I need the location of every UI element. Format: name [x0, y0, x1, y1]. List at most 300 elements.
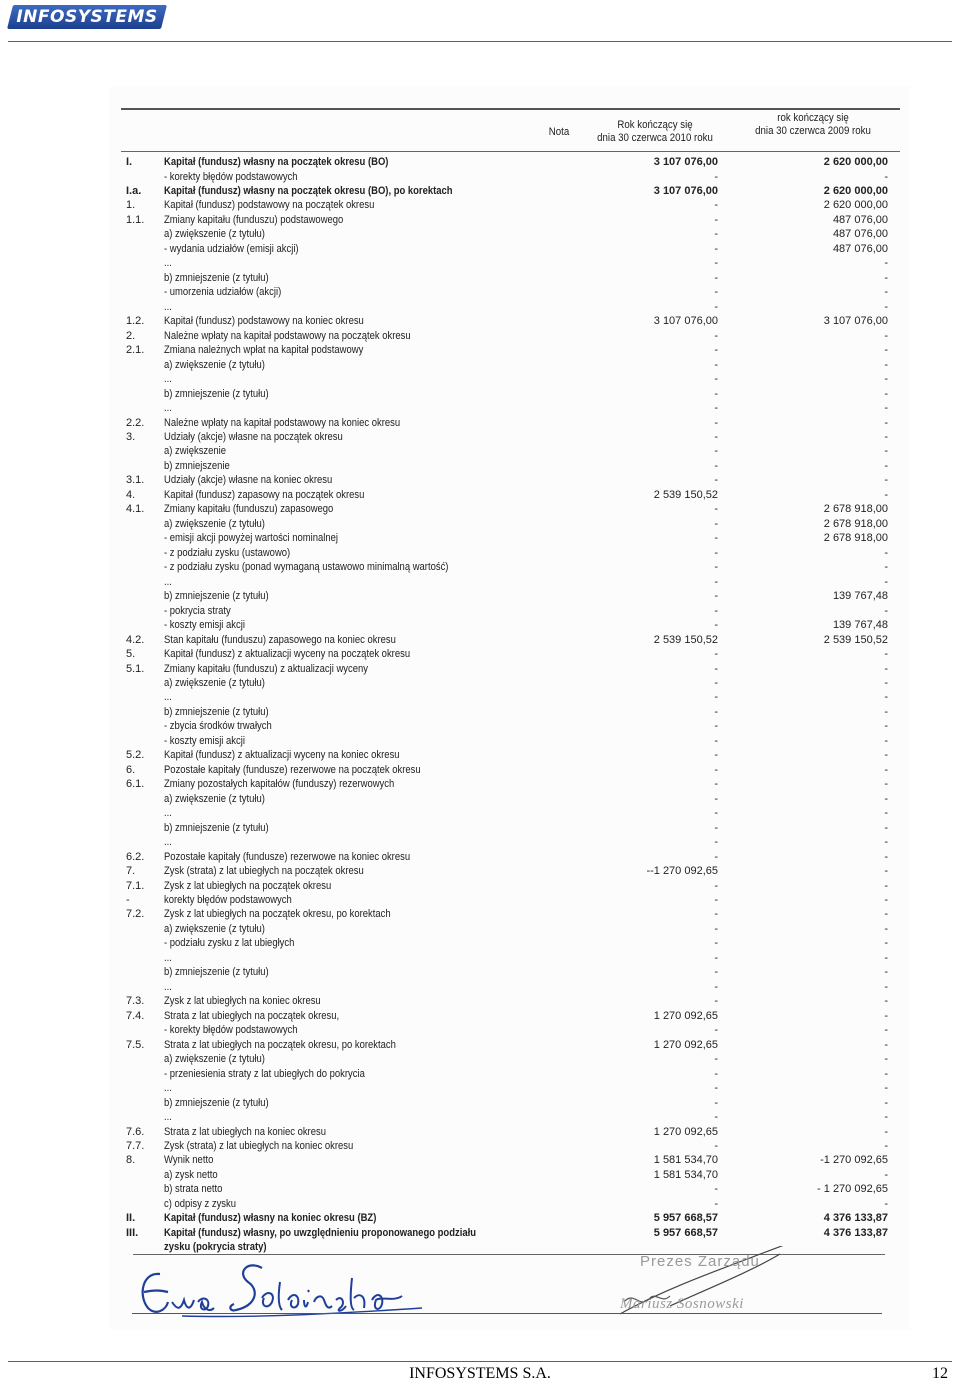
- row-label: b) zmniejszenie (z tytułu): [164, 821, 269, 834]
- row-label: Należne wpłaty na kapitał podstawowy na początek okresu: [164, 329, 411, 342]
- value-2010: -: [714, 402, 718, 414]
- row-label: ...: [164, 951, 172, 964]
- value-2009: -: [884, 1125, 888, 1138]
- value-2009: -: [884, 720, 888, 733]
- row-label: Pozostałe kapitały (fundusze) rezerwowe na koniec okresu: [164, 850, 411, 863]
- table-row: [0, 618, 960, 632]
- row-label: Udziały (akcje) własne na koniec okresu: [164, 474, 333, 487]
- value-2010: -: [714, 879, 718, 892]
- value-2009: -: [884, 170, 888, 183]
- row-label: Kapitał (fundusz) własny na koniec okresu (BZ): [164, 1212, 377, 1225]
- table-row: [0, 401, 960, 415]
- column-header-nota: Nota: [548, 126, 570, 138]
- row-label: ...: [164, 1082, 172, 1095]
- value-2009: -: [884, 257, 888, 270]
- value-2009: 2 620 000,00: [823, 199, 888, 212]
- value-2010: -: [714, 1096, 718, 1109]
- value-2010: -: [714, 734, 718, 747]
- row-label: - koszty emisji akcji: [164, 734, 245, 747]
- row-label: ...: [164, 575, 172, 588]
- table-row: [0, 1125, 960, 1139]
- row-label: ...: [164, 836, 172, 849]
- table-row: [0, 748, 960, 762]
- value-2009: -: [884, 488, 888, 501]
- value-2010: -: [714, 199, 718, 212]
- value-2010: -: [714, 329, 718, 342]
- table-row: [0, 459, 960, 473]
- table-row: [0, 705, 960, 719]
- table-row: [0, 502, 960, 516]
- value-2009: -: [884, 937, 888, 950]
- value-2010: -: [714, 445, 718, 458]
- table-row: [0, 1009, 960, 1023]
- value-2009: 2 678 918,00: [823, 503, 888, 516]
- value-2009: 487 076,00: [832, 242, 888, 255]
- value-2010: --1 270 092,65: [646, 865, 718, 877]
- value-2010: -: [714, 344, 718, 357]
- table-row: [0, 1168, 960, 1182]
- value-2010: -: [714, 951, 718, 964]
- column-header-2009-line1: rok kończący się: [777, 112, 849, 124]
- logo-text: INFOSYSTEMS: [16, 7, 158, 27]
- row-label: Kapitał (fundusz) własny, po uwzględnieniu proponowanego podziału: [164, 1226, 477, 1239]
- signature-rule: [132, 1313, 882, 1314]
- table-row: [0, 994, 960, 1008]
- value-2009: -: [884, 850, 888, 863]
- table-row: [0, 951, 960, 965]
- value-2010: -: [714, 604, 718, 617]
- row-label: - zbycia środków trwałych: [164, 720, 272, 733]
- value-2009: -: [884, 300, 888, 313]
- row-number: 5.1.: [126, 662, 145, 675]
- row-label: b) zmniejszenie (z tytułu): [164, 387, 269, 400]
- table-row: [0, 647, 960, 661]
- value-2009: 2 620 000,00: [823, 156, 888, 168]
- value-2010: 1 581 534,70: [653, 1168, 718, 1181]
- table-row: [0, 1197, 960, 1211]
- column-header-2009-line2: dnia 30 czerwca 2009 roku: [755, 125, 871, 137]
- value-2010: -: [714, 763, 718, 776]
- row-label: ...: [164, 402, 172, 414]
- table-row: [0, 763, 960, 777]
- table-row: [0, 604, 960, 618]
- row-number: 3.: [126, 430, 136, 443]
- value-2010: -: [714, 1140, 718, 1152]
- value-2010: 3 107 076,00: [653, 184, 718, 197]
- table-row: [0, 850, 960, 864]
- table-row: [0, 1182, 960, 1196]
- value-2010: -: [714, 966, 718, 979]
- value-2009: 4 376 133,87: [823, 1226, 888, 1239]
- value-2009: -: [884, 951, 888, 964]
- row-label: Kapitał (fundusz) własny na początek okresu (BO), po korektach: [164, 184, 453, 197]
- value-2009: 2 620 000,00: [823, 184, 888, 197]
- table-row: [0, 343, 960, 357]
- value-2009: -: [884, 402, 888, 414]
- row-label: a) zwiększenie (z tytułu): [164, 1053, 265, 1066]
- value-2009: -: [884, 474, 888, 487]
- row-label: ...: [164, 691, 172, 704]
- value-2010: -: [714, 561, 718, 574]
- row-label: Zysk z lat ubiegłych na koniec okresu: [164, 995, 321, 1008]
- row-label: b) zmniejszenie: [164, 459, 230, 472]
- value-2010: -: [714, 430, 718, 443]
- table-row: [0, 1110, 960, 1124]
- row-number: 8.: [126, 1154, 136, 1167]
- value-2010: -: [714, 922, 718, 935]
- value-2009: -: [884, 373, 888, 386]
- table-row: [0, 198, 960, 212]
- value-2009: -: [884, 879, 888, 892]
- value-2010: -: [714, 170, 718, 183]
- row-label: Kapitał (fundusz) z aktualizacji wyceny na początek okresu: [164, 648, 411, 660]
- value-2010: -: [714, 257, 718, 270]
- value-2010: -: [714, 373, 718, 386]
- row-label: - z podziału zysku (ustawowo): [164, 546, 291, 559]
- row-number: 3.1.: [126, 474, 145, 487]
- value-2009: 4 376 133,87: [823, 1212, 888, 1225]
- row-number: 6.: [126, 763, 136, 776]
- row-number: 2.1.: [126, 344, 145, 357]
- table-row: [0, 184, 960, 198]
- value-2010: -: [714, 532, 718, 545]
- table-row: [0, 256, 960, 270]
- value-2010: -: [714, 980, 718, 993]
- row-number: III.: [126, 1226, 139, 1239]
- row-number: II.: [126, 1212, 136, 1225]
- table-row: [0, 719, 960, 733]
- value-2010: -: [714, 575, 718, 588]
- row-label: Strata z lat ubiegłych na początek okresu, po korektach: [164, 1038, 396, 1051]
- value-2009: -: [884, 604, 888, 617]
- value-2009: -: [884, 1009, 888, 1022]
- row-number: 1.1.: [126, 213, 145, 226]
- value-2009: -: [884, 648, 888, 660]
- table-row: [0, 1096, 960, 1110]
- value-2010: -: [714, 387, 718, 400]
- row-label: - pokrycia straty: [164, 604, 231, 617]
- value-2010: -: [714, 546, 718, 559]
- row-number: I.a.: [126, 184, 142, 197]
- value-2009: -: [884, 836, 888, 849]
- value-2010: -: [714, 286, 718, 299]
- value-2009: -: [884, 416, 888, 429]
- table-row: [0, 734, 960, 748]
- table-row: [0, 1226, 960, 1240]
- table-row: [0, 372, 960, 386]
- table-row: [0, 170, 960, 184]
- row-label: c) odpisy z zysku: [164, 1197, 237, 1210]
- table-row: [0, 430, 960, 444]
- table-row: [0, 1153, 960, 1167]
- value-2009: -: [884, 1082, 888, 1095]
- value-2009: -: [884, 1067, 888, 1080]
- row-label: - umorzenia udziałów (akcji): [164, 286, 282, 299]
- value-2009: -: [884, 966, 888, 979]
- value-2009: 487 076,00: [832, 228, 888, 241]
- value-2009: -: [884, 749, 888, 762]
- page-number: 12: [932, 1365, 948, 1382]
- row-label: b) zmniejszenie (z tytułu): [164, 705, 269, 718]
- table-row: [0, 1038, 960, 1052]
- row-number: 7.3.: [126, 995, 145, 1008]
- row-number: 7.7.: [126, 1140, 145, 1152]
- table-row: [0, 387, 960, 401]
- row-label: Strata z lat ubiegłych na koniec okresu: [164, 1125, 326, 1138]
- row-label: Strata z lat ubiegłych na początek okresu,: [164, 1009, 340, 1022]
- value-2009: -: [884, 922, 888, 935]
- value-2010: -: [714, 1111, 718, 1123]
- table-row: [0, 531, 960, 545]
- row-label: zysku (pokrycia straty): [164, 1241, 267, 1254]
- row-label: b) strata netto: [164, 1183, 223, 1196]
- row-label: Pozostałe kapitały (fundusze) rezerwowe na początek okresu: [164, 763, 421, 776]
- row-label: - podziału zysku z lat ubiegłych: [164, 937, 295, 950]
- table-row: [0, 473, 960, 487]
- value-2010: -: [714, 821, 718, 834]
- value-2009: -: [884, 1168, 888, 1181]
- value-2009: -: [884, 445, 888, 458]
- row-number: 7.2.: [126, 908, 145, 921]
- stamp-title: Prezes Zarządu: [640, 1253, 760, 1270]
- row-label: - koszty emisji akcji: [164, 619, 245, 631]
- value-2010: 5 957 668,57: [653, 1212, 718, 1225]
- value-2010: 5 957 668,57: [653, 1226, 718, 1239]
- table-row: [0, 1139, 960, 1153]
- table-row: [0, 329, 960, 343]
- value-2010: -: [714, 358, 718, 371]
- value-2009: -: [884, 676, 888, 689]
- row-label: Zmiana należnych wpłat na kapitał podstawowy: [164, 344, 364, 357]
- footer-rule: [8, 1361, 952, 1362]
- table-row: [0, 936, 960, 950]
- value-2009: -: [884, 1038, 888, 1051]
- table-row: [0, 662, 960, 676]
- row-number: 2.2.: [126, 416, 145, 429]
- value-2009: -: [884, 358, 888, 371]
- row-number: 1.2.: [126, 315, 145, 328]
- row-number: 7.4.: [126, 1009, 145, 1022]
- row-label: Należne wpłaty na kapitał podstawowy na koniec okresu: [164, 416, 401, 429]
- table-row: [0, 907, 960, 921]
- row-label: - korekty błędów podstawowych: [164, 170, 298, 183]
- row-label: Zysk (strata) z lat ubiegłych na początek okresu: [164, 865, 364, 877]
- row-label: Zmiany kapitału (funduszu) z aktualizacji wyceny: [164, 662, 369, 675]
- table-row: [0, 879, 960, 893]
- column-header-2010-line1: Rok kończący się: [617, 119, 693, 131]
- row-number: 1.: [126, 199, 136, 212]
- value-2010: -: [714, 778, 718, 791]
- row-number: 4.: [126, 488, 136, 501]
- row-label: ...: [164, 257, 172, 270]
- row-label: b) zmniejszenie (z tytułu): [164, 1096, 269, 1109]
- row-number: 7.: [126, 865, 136, 877]
- value-2010: -: [714, 705, 718, 718]
- column-header-2010-line2: dnia 30 czerwca 2010 roku: [597, 132, 713, 144]
- value-2009: -: [884, 734, 888, 747]
- value-2010: -: [714, 1024, 718, 1037]
- row-label: Zmiany kapitału (funduszu) podstawowego: [164, 213, 344, 226]
- value-2009: -: [884, 546, 888, 559]
- row-label: b) zmniejszenie (z tytułu): [164, 966, 269, 979]
- row-label: Stan kapitału (funduszu) zapasowego na koniec okresu: [164, 633, 396, 646]
- value-2010: -: [714, 213, 718, 226]
- table-row: [0, 416, 960, 430]
- value-2009: 2 539 150,52: [823, 633, 888, 646]
- value-2010: -: [714, 1183, 718, 1196]
- row-number: -: [126, 894, 130, 906]
- row-label: Wynik netto: [164, 1154, 214, 1167]
- row-label: ...: [164, 373, 172, 386]
- table-row: [0, 835, 960, 849]
- row-label: Kapitał (fundusz) z aktualizacji wyceny na koniec okresu: [164, 749, 400, 762]
- row-number: 5.2.: [126, 749, 145, 762]
- value-2009: -: [884, 821, 888, 834]
- row-label: - z podziału zysku (ponad wymaganą ustawowo minimalną wartość): [164, 561, 449, 574]
- value-2009: -: [884, 271, 888, 284]
- row-label: a) zysk netto: [164, 1168, 218, 1181]
- value-2009: -: [884, 995, 888, 1008]
- value-2010: -: [714, 792, 718, 805]
- value-2010: 2 539 150,52: [653, 488, 718, 501]
- value-2009: -: [884, 1096, 888, 1109]
- row-label: Zmiany kapitału (funduszu) zapasowego: [164, 503, 334, 516]
- row-label: a) zwiększenie (z tytułu): [164, 922, 265, 935]
- row-number: 2.: [126, 329, 136, 342]
- row-label: Kapitał (fundusz) podstawowy na początek okresu: [164, 199, 375, 212]
- value-2010: -: [714, 648, 718, 660]
- value-2010: 2 539 150,52: [653, 633, 718, 646]
- row-label: Zysk z lat ubiegłych na początek okresu, po korektach: [164, 908, 391, 921]
- value-2009: -: [884, 344, 888, 357]
- value-2010: -: [714, 517, 718, 530]
- row-number: 7.6.: [126, 1125, 145, 1138]
- value-2009: - 1 270 092,65: [817, 1183, 888, 1196]
- value-2010: -: [714, 662, 718, 675]
- row-number: 6.1.: [126, 778, 145, 791]
- row-label: a) zwiększenie (z tytułu): [164, 792, 265, 805]
- table-row: [0, 1023, 960, 1037]
- value-2010: 1 581 534,70: [653, 1154, 718, 1167]
- row-label: ...: [164, 1111, 172, 1123]
- table-row: [0, 560, 960, 574]
- row-label: Zysk (strata) z lat ubiegłych na koniec okresu: [164, 1140, 354, 1152]
- table-row: [0, 777, 960, 791]
- table-row: [0, 589, 960, 603]
- value-2009: -: [884, 980, 888, 993]
- row-label: korekty błędów podstawowych: [164, 894, 292, 906]
- value-2009: -: [884, 691, 888, 704]
- table-row: [0, 285, 960, 299]
- value-2010: -: [714, 416, 718, 429]
- row-label: Zmiany pozostałych kapitałów (funduszy) rezerwowych: [164, 778, 395, 791]
- row-label: a) zwiększenie (z tytułu): [164, 517, 265, 530]
- value-2010: -: [714, 459, 718, 472]
- row-label: a) zwiększenie (z tytułu): [164, 228, 265, 241]
- value-2010: -: [714, 1197, 718, 1210]
- value-2009: 2 678 918,00: [823, 532, 888, 545]
- value-2009: -: [884, 1197, 888, 1210]
- table-row: [0, 1081, 960, 1095]
- value-2010: 1 270 092,65: [653, 1009, 718, 1022]
- value-2010: -: [714, 590, 718, 603]
- row-label: ...: [164, 300, 172, 313]
- table-row: [0, 271, 960, 285]
- row-number: 4.2.: [126, 633, 145, 646]
- row-label: b) zmniejszenie (z tytułu): [164, 590, 269, 603]
- row-label: Kapitał (fundusz) podstawowy na koniec okresu: [164, 315, 364, 328]
- stamp-name: Mariusz Sosnowski: [620, 1296, 744, 1312]
- value-2009: -: [884, 1053, 888, 1066]
- value-2009: 487 076,00: [832, 213, 888, 226]
- value-2009: -: [884, 763, 888, 776]
- value-2009: -: [884, 430, 888, 443]
- row-label: Udziały (akcje) własne na początek okresu: [164, 430, 343, 443]
- value-2009: -1 270 092,65: [820, 1154, 888, 1167]
- value-2010: -: [714, 1067, 718, 1080]
- table-row: [0, 893, 960, 907]
- value-2010: -: [714, 474, 718, 487]
- row-label: - wydania udziałów (emisji akcji): [164, 242, 299, 255]
- table-row: [0, 1211, 960, 1225]
- row-label: - emisji akcji powyżej wartości nominalnej: [164, 532, 339, 545]
- table-row: [0, 821, 960, 835]
- value-2010: 1 270 092,65: [653, 1038, 718, 1051]
- row-number: 7.1.: [126, 879, 145, 892]
- value-2010: -: [714, 937, 718, 950]
- table-row: [0, 546, 960, 560]
- value-2010: -: [714, 894, 718, 906]
- value-2009: -: [884, 894, 888, 906]
- row-label: a) zwiększenie: [164, 445, 227, 458]
- table-row: [0, 806, 960, 820]
- value-2009: 2 678 918,00: [823, 517, 888, 530]
- value-2010: -: [714, 720, 718, 733]
- table-row: [0, 965, 960, 979]
- table-row: [0, 922, 960, 936]
- value-2010: -: [714, 242, 718, 255]
- row-number: I.: [126, 156, 133, 168]
- value-2010: -: [714, 850, 718, 863]
- value-2009: -: [884, 705, 888, 718]
- value-2009: -: [884, 575, 888, 588]
- table-row: [0, 314, 960, 328]
- value-2010: -: [714, 1082, 718, 1095]
- table-row: [0, 358, 960, 372]
- value-2010: -: [714, 271, 718, 284]
- value-2010: -: [714, 995, 718, 1008]
- value-2010: -: [714, 676, 718, 689]
- row-number: 5.: [126, 648, 136, 660]
- value-2009: -: [884, 807, 888, 820]
- row-label: ...: [164, 980, 172, 993]
- value-2010: -: [714, 1053, 718, 1066]
- value-2009: -: [884, 387, 888, 400]
- value-2009: -: [884, 329, 888, 342]
- table-row: [0, 676, 960, 690]
- table-row: [0, 575, 960, 589]
- value-2009: 139 767,48: [832, 619, 888, 631]
- table-row: [0, 980, 960, 994]
- table-row: [0, 155, 960, 169]
- value-2009: -: [884, 286, 888, 299]
- value-2010: 3 107 076,00: [653, 156, 718, 168]
- value-2010: 3 107 076,00: [653, 315, 718, 328]
- footer-company: INFOSYSTEMS S.A.: [409, 1365, 551, 1382]
- table-row: [0, 300, 960, 314]
- table-row: [0, 1052, 960, 1066]
- value-2009: -: [884, 459, 888, 472]
